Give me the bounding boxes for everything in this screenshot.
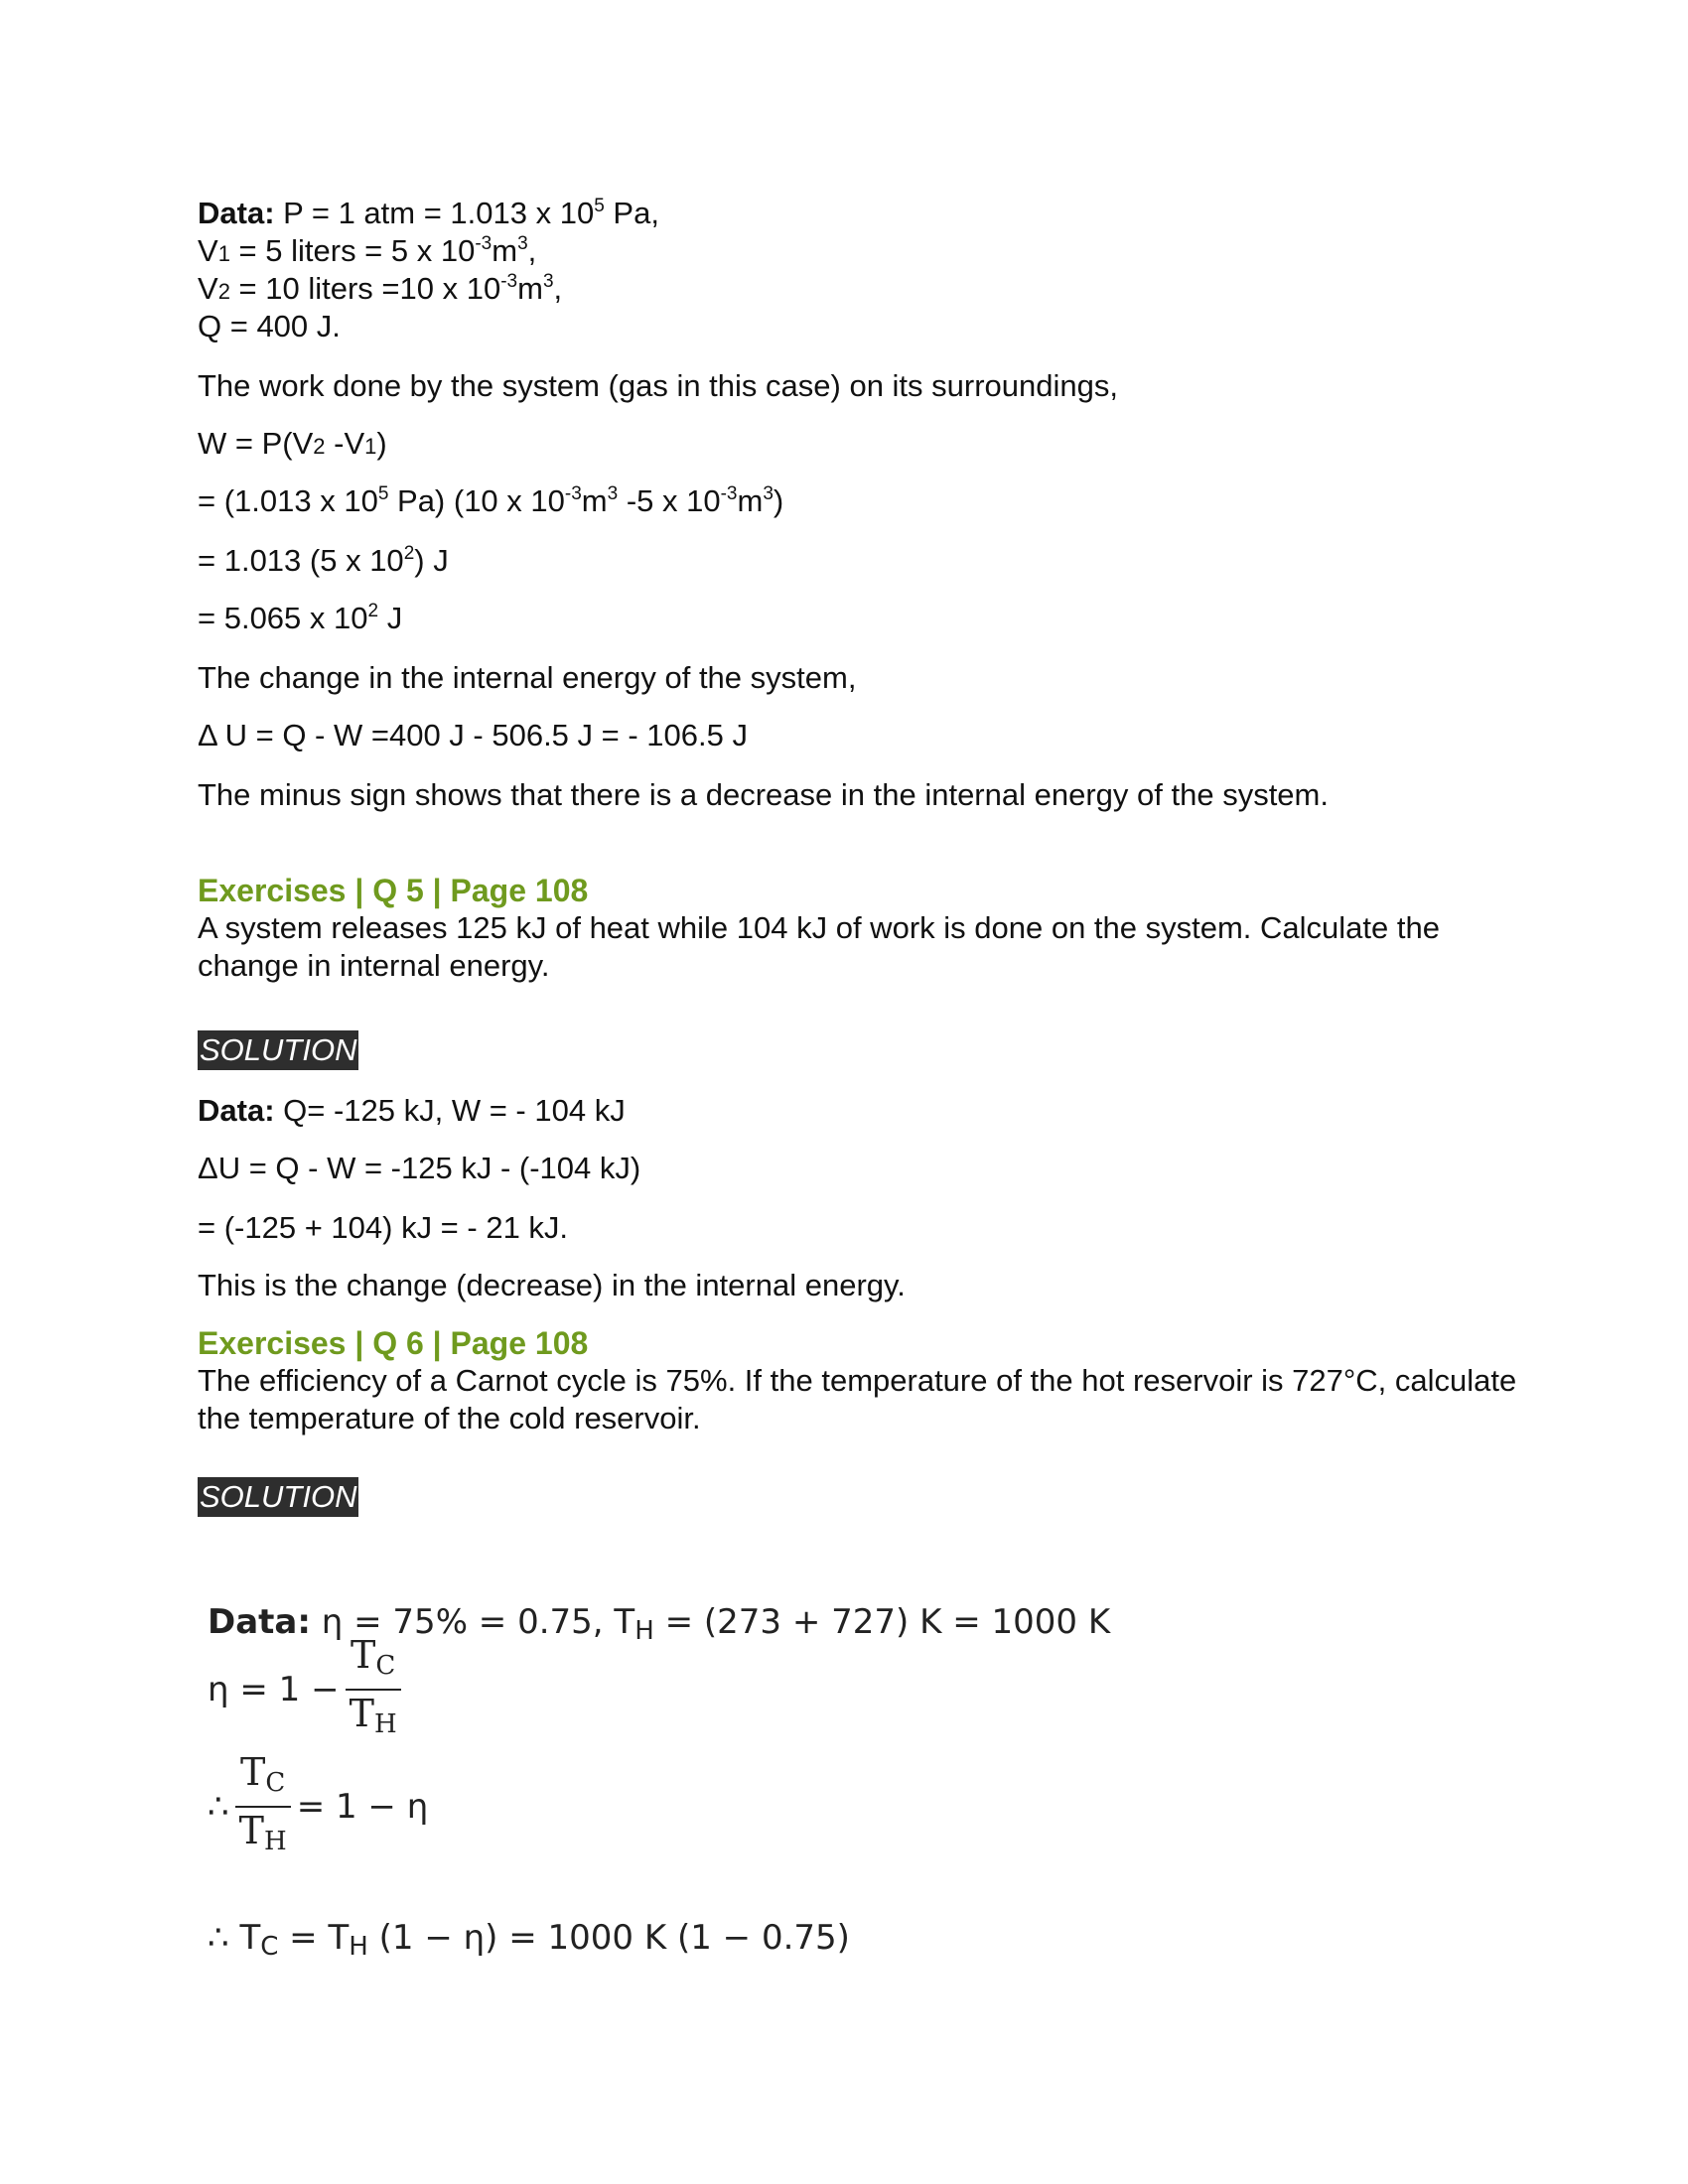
- q6-efficiency-formula: η = 1 − $\frac{TC}{TH}$: [208, 1632, 407, 1747]
- q5-question: A system releases 125 kJ of heat while 104 kJ of work is done on the system. Calculate the change in internal energy.: [198, 910, 1440, 983]
- fraction-tc-over-th: $\frac{TC}{TH}$: [346, 1632, 401, 1747]
- q6-data-line: Data: η = 75% = 0.75, TH = (273 + 727) K = 1000 K: [208, 1602, 1111, 1646]
- data-v2-line: V2 = 10 liters =10 x $10^{-3}m^3$,: [198, 271, 563, 306]
- work-formula-line: W = P(V2 -V1): [198, 426, 387, 461]
- data-v1-line: V1 = 5 liters = 5 x $10^{-3}m^3$,: [198, 233, 537, 268]
- work-result-line: = 5.065 x $10^2$ J: [198, 601, 403, 635]
- data-pressure-line: Data: P = 1 atm = 1.013 x $10^5$ Pa,: [198, 196, 659, 230]
- work-simplify-line: = 1.013 (5 x $10^2$) J: [198, 543, 449, 578]
- q6-heading[interactable]: Exercises | Q 6 | Page 108: [198, 1325, 589, 1361]
- fraction-tc-over-th-2: $\frac{TC}{TH}$: [235, 1749, 291, 1864]
- work-intro-text: The work done by the system (gas in this case) on its surroundings,: [198, 368, 1118, 403]
- data-heat-line: Q = 400 J.: [198, 309, 341, 343]
- q5-solution-badge: SOLUTION: [198, 1030, 358, 1070]
- minus-sign-note: The minus sign shows that there is a decrease in the internal energy of the system.: [198, 777, 1329, 812]
- q5-heading[interactable]: Exercises | Q 5 | Page 108: [198, 873, 589, 908]
- q5-conclusion: This is the change (decrease) in the internal energy.: [198, 1268, 906, 1302]
- q5-step2: = (-125 + 104) kJ = - 21 kJ.: [198, 1210, 569, 1245]
- q6-tc-formula: ∴ TC = TH (1 − η) = 1000 K (1 − 0.75): [208, 1918, 850, 1962]
- q6-ratio-formula: ∴ $\frac{TC}{TH}$ = 1 − η: [208, 1749, 428, 1864]
- q5-data-line: Data: Q= -125 kJ, W = - 104 kJ: [198, 1093, 626, 1128]
- internal-energy-intro: The change in the internal energy of the system,: [198, 660, 857, 695]
- q5-step1: ΔU = Q - W = -125 kJ - (-104 kJ): [198, 1151, 641, 1185]
- delta-u-line: Δ U = Q - W =400 J - 506.5 J = - 106.5 J: [198, 718, 748, 752]
- q6-solution-badge: SOLUTION: [198, 1477, 358, 1517]
- q6-question: The efficiency of a Carnot cycle is 75%. If the temperature of the hot reservoir is 727°C, calculate the temperature of the cold reservoir.: [198, 1363, 1517, 1435]
- work-substitution-line: = (1.013 x $10^5$ Pa) (10 x $10^{-3}m^3$ -5 x $10^{-3}m^3$): [198, 483, 784, 518]
- data-label: Data:: [198, 196, 275, 230]
